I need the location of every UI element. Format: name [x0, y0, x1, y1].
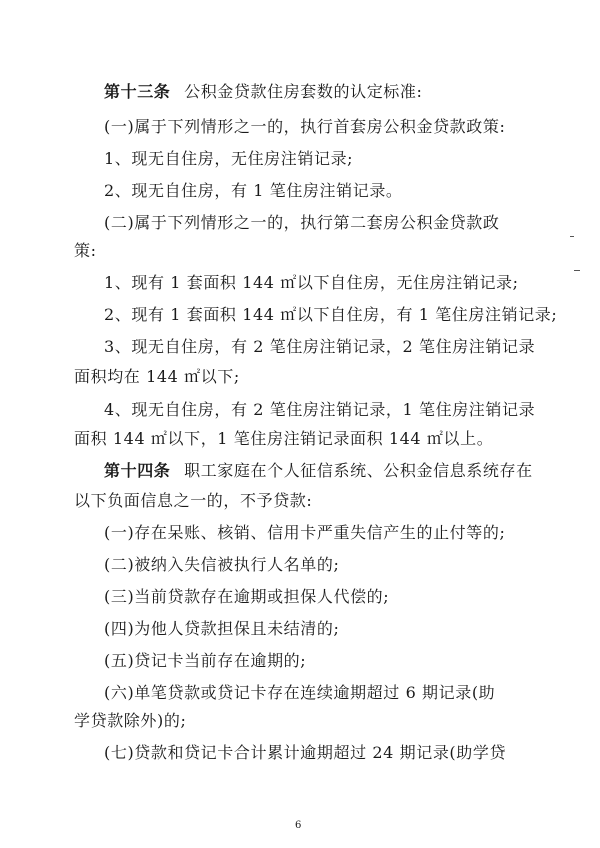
article-14-item-2: (二)被纳入失信被执行人名单的;	[104, 555, 340, 574]
group-2-item-3-line-2: 面积均在 144 ㎡以下;	[74, 367, 240, 386]
article-13-title-line	[104, 82, 423, 102]
article-14-intro-line-2: 以下负面信息之一的，不予贷款:	[74, 491, 313, 510]
article-13-heading: 第十三条	[104, 82, 171, 101]
article-14-item-4: (四)为他人贷款担保且未结清的;	[104, 619, 340, 638]
group-2-item-1: 1、现有 1 套面积 144 ㎡以下自住房，无住房注销记录;	[104, 273, 519, 292]
article-14-item-3: (三)当前贷款存在逾期或担保人代偿的;	[104, 587, 390, 606]
group-1-item-1: 1、现无自住房，无住房注销记录;	[104, 149, 354, 168]
article-14-item-1: (一)存在呆账、核销、信用卡严重失信产生的止付等的;	[104, 523, 506, 542]
scan-mark	[570, 236, 574, 237]
group-1-heading: (一)属于下列情形之一的，执行首套房公积金贷款政策:	[104, 117, 506, 136]
article-14-first-line	[104, 461, 533, 481]
group-2-item-4-line-2: 面积 144 ㎡以下，1 笔住房注销记录面积 144 ㎡以上。	[74, 429, 494, 448]
article-14-item-6-line-2: 学贷款除外)的;	[74, 711, 187, 730]
article-14-heading: 第十四条	[104, 461, 171, 480]
article-14-item-7-line-1: (七)贷款和贷记卡合计累计逾期超过 24 期记录(助学贷	[104, 743, 507, 762]
group-2-item-2: 2、现有 1 套面积 144 ㎡以下自住房，有 1 笔住房注销记录;	[104, 305, 558, 324]
group-2-heading-line-2: 策:	[74, 241, 97, 260]
group-1-item-2: 2、现无自住房，有 1 笔住房注销记录。	[104, 181, 403, 200]
article-14-intro-line-1: 职工家庭在个人征信系统、公积金信息系统存在	[184, 461, 533, 480]
group-2-item-4-line-1: 4、现无自住房，有 2 笔住房注销记录，1 笔住房注销记录	[104, 400, 536, 419]
scan-mark	[574, 270, 580, 271]
group-2-heading-line-1: (二)属于下列情形之一的，执行第二套房公积金贷款政	[104, 213, 500, 232]
article-13-title: 公积金贷款住房套数的认定标准:	[184, 82, 423, 101]
group-2-item-3-line-1: 3、现无自住房，有 2 笔住房注销记录，2 笔住房注销记录	[104, 337, 536, 356]
page-number: 6	[295, 820, 302, 831]
article-14-item-5: (五)贷记卡当前存在逾期的;	[104, 651, 307, 670]
article-14-item-6-line-1: (六)单笔贷款或贷记卡存在连续逾期超过 6 期记录(助	[104, 683, 496, 702]
